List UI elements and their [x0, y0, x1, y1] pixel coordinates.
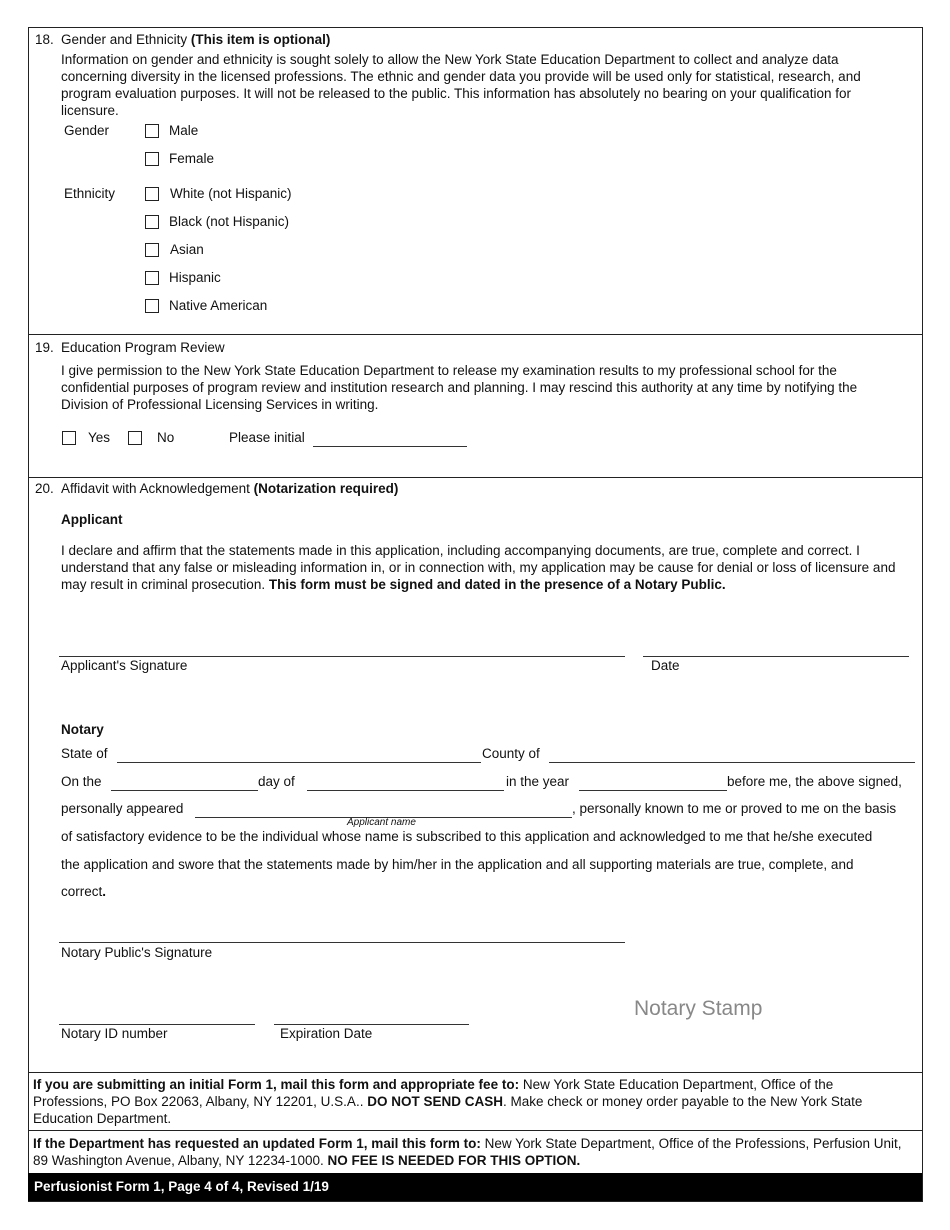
s20-title-note: (Notarization required) [253, 481, 399, 496]
state-of-label: State of [61, 746, 108, 761]
notary-id-label: Notary ID number [61, 1026, 168, 1041]
date-label: Date [651, 658, 680, 673]
gender-male-label: Male [169, 123, 199, 138]
mail-initial [33, 1076, 909, 1127]
gender-female-checkbox[interactable] [145, 152, 159, 166]
s19-yes-label: Yes [88, 430, 111, 445]
ethnicity-native-label: Native American [169, 298, 268, 313]
day-field[interactable] [111, 790, 258, 791]
personally-appeared-label: personally appeared [61, 801, 184, 816]
on-the-label: On the [61, 774, 102, 789]
notary-line-4: correct. [61, 884, 107, 899]
ethnicity-black-checkbox[interactable] [145, 215, 159, 229]
s20-number: 20. [35, 481, 54, 496]
s19-number: 19. [35, 340, 54, 355]
expiration-field[interactable] [274, 1024, 469, 1025]
s18-title-text: Gender and Ethnicity [61, 32, 188, 47]
mail-update-bold2: NO FEE IS NEEDED FOR THIS OPTION. [327, 1153, 581, 1168]
notary-stamp-label: Notary Stamp [634, 997, 763, 1020]
s18-title [61, 32, 330, 47]
in-the-year-label: in the year [506, 774, 570, 789]
before-me-label: before me, the above signed, [727, 774, 902, 789]
mail-update-bold: If the Department has requested an updated Form 1, mail this form to: [33, 1136, 481, 1151]
s19-title: Education Program Review [61, 340, 225, 355]
date-line[interactable] [643, 656, 909, 657]
s19-no-checkbox[interactable] [128, 431, 142, 445]
notary-line-2: of satisfactory evidence to be the individual whose name is subscribed to this application and acknowledged to me that he/she executed [61, 829, 873, 844]
ethnicity-hispanic-label: Hispanic [169, 270, 221, 285]
s19-no-label: No [157, 430, 175, 445]
s18-info: Information on gender and ethnicity is sought solely to allow the New York State Education Department to collect and analyze data concerning diversity in the licensed professions. The ethnic and gender data you provide will be used only for statistical, research, and program evaluation purposes. It will not be released to the public. This information has absolutely no bearing on your qualification for licensure. [61, 52, 861, 118]
county-of-label: County of [482, 746, 540, 761]
declaration-bold: This form must be signed and dated in the presence of a Notary Public. [268, 577, 726, 592]
declaration [61, 542, 909, 593]
footer-bar: Perfusionist Form 1, Page 4 of 4, Revised 1/19 [28, 1173, 922, 1201]
mail-initial-bold2: DO NOT SEND CASH [367, 1094, 503, 1109]
gender-label: Gender [64, 123, 110, 138]
s20-title [61, 481, 398, 496]
personally-known-label: , personally known to me or proved to me on the basis [572, 801, 897, 816]
declaration-text: I declare and affirm that the statements made in this application, including accompanying documents, are true, complete and correct. I understand that any false or misleading information in, or in connection with, my application may be cause for denial or loss of licensure and may result in criminal prosecution. [61, 543, 896, 592]
applicant-name-caption: Applicant name [347, 817, 416, 828]
ethnicity-hispanic-checkbox[interactable] [145, 271, 159, 285]
divider-20-mail [28, 1072, 922, 1073]
gender-male-checkbox[interactable] [145, 124, 159, 138]
ethnicity-black-label: Black (not Hispanic) [169, 214, 290, 229]
applicant-signature-line[interactable] [59, 656, 625, 657]
mail-initial-text2: . Make check or money order payable to the New York State Education Department. [33, 1094, 863, 1126]
s19-initial-label: Please initial [229, 430, 305, 445]
year-field[interactable] [579, 790, 727, 791]
s19-text: I give permission to the New York State Education Department to release my examination results to my professional school for the confidential purposes of program review and institution research and planning. I may rescind this authority at any time by notifying the Division of Professional Licensing Services in writing. [61, 363, 858, 412]
mail-update [33, 1135, 909, 1169]
s20-title-text: Affidavit with Acknowledgement [61, 481, 250, 496]
ethnicity-white-checkbox[interactable] [145, 187, 159, 201]
ethnicity-asian-label: Asian [170, 242, 204, 257]
notary-signature-line[interactable] [59, 942, 625, 943]
ethnicity-white-label: White (not Hispanic) [170, 186, 292, 201]
divider-18-19 [28, 334, 922, 335]
notary-line-3: the application and swore that the statements made by him/her in the application and all supporting materials are true, complete, and [61, 857, 854, 872]
month-field[interactable] [307, 790, 504, 791]
ethnicity-label: Ethnicity [64, 186, 116, 201]
s18-number: 18. [35, 32, 54, 47]
mail-update-text: New York State Department, Office of the Professions, Perfusion Unit, 89 Washington Avenue, Albany, NY 12234-1000. [33, 1136, 902, 1168]
expiration-label: Expiration Date [280, 1026, 373, 1041]
gender-female-label: Female [169, 151, 215, 166]
divider-mail [28, 1130, 922, 1131]
notary-line-4-text: correct [61, 884, 103, 899]
mail-initial-bold: If you are submitting an initial Form 1, mail this form and appropriate fee to: [33, 1077, 520, 1092]
ethnicity-asian-checkbox[interactable] [145, 243, 159, 257]
mail-initial-text: New York State Education Department, Office of the Professions, PO Box 22063, Albany, NY 12201, U.S.A.. [33, 1077, 834, 1109]
s19-initial-field[interactable] [313, 446, 467, 447]
s19-yes-checkbox[interactable] [62, 431, 76, 445]
state-of-field[interactable] [117, 762, 481, 763]
divider-19-20 [28, 477, 922, 478]
applicant-heading: Applicant [61, 512, 123, 527]
s18-title-note: (This item is optional) [190, 32, 331, 47]
notary-id-field[interactable] [59, 1024, 255, 1025]
notary-heading: Notary [61, 722, 104, 737]
county-of-field[interactable] [549, 762, 915, 763]
day-of-label: day of [258, 774, 295, 789]
ethnicity-native-checkbox[interactable] [145, 299, 159, 313]
notary-signature-label: Notary Public's Signature [61, 945, 213, 960]
applicant-signature-label: Applicant's Signature [61, 658, 188, 673]
